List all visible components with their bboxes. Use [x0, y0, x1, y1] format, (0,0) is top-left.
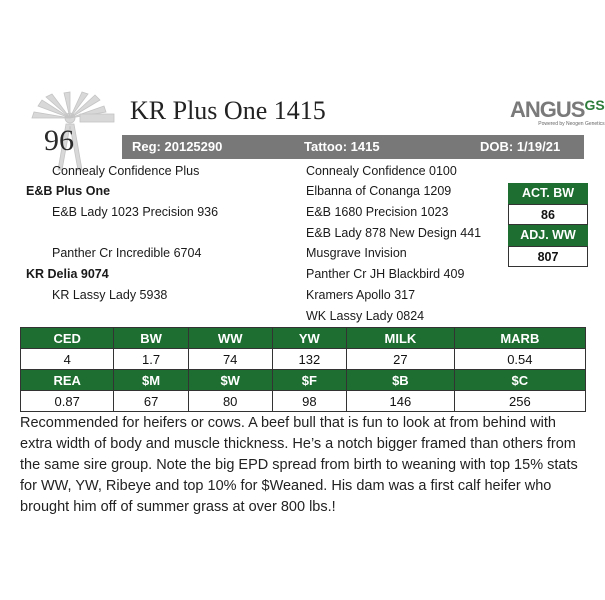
- epd-header: YW: [272, 328, 347, 349]
- epd-value: 98: [272, 391, 347, 412]
- date-of-birth: DOB: 1/19/21: [480, 139, 561, 154]
- description-text: Recommended for heifers or cows. A beef bull that is fun to look at from behind with extra width of body and muscle thickness. He’s a notch bigger framed than others from the same sire group. Note the big EPD spread from birth to weaning with top 15% stats for WW, YW, Ribeye and top 10% for $Weaned. His dam was a first calf heifer who brought him off of summer grass at over 800 lbs.!: [20, 415, 578, 515]
- index-header-row: [21, 370, 586, 391]
- pedigree-right-4: E&B Lady 878 New Design 441: [306, 226, 482, 240]
- epd-value: 74: [188, 349, 272, 370]
- adjusted-ww-value: 807: [508, 246, 588, 267]
- epd-value: 0.87: [21, 391, 114, 412]
- tattoo: Tattoo: 1415: [304, 139, 380, 154]
- epd-value: 27: [347, 349, 455, 370]
- epd-header: REA: [21, 370, 114, 391]
- epd-value: 0.54: [454, 349, 585, 370]
- actual-bw-label: ACT. BW: [508, 183, 588, 204]
- epd-header: BW: [114, 328, 188, 349]
- epd-value-row: [21, 349, 586, 370]
- pedigree-sire: E&B Plus One: [26, 184, 111, 198]
- epd-value: 67: [114, 391, 188, 412]
- adjusted-ww-label: ADJ. WW: [508, 225, 588, 246]
- pedigree-right-8: WK Lassy Lady 0824: [306, 309, 425, 323]
- epd-value: 146: [347, 391, 455, 412]
- epd-header: $C: [454, 370, 585, 391]
- epd-header: MILK: [347, 328, 455, 349]
- pedigree-dam-sire: Panther Cr Incredible 6704: [52, 246, 202, 260]
- pedigree-right-1: Connealy Confidence 0100: [306, 164, 457, 178]
- adjusted-ww-box: [508, 225, 588, 267]
- angus-gs-logo: [510, 97, 605, 127]
- epd-header: MARB: [454, 328, 585, 349]
- pedigree-right-7: Kramers Apollo 317: [306, 288, 416, 302]
- pedigree-sire-dam: E&B Lady 1023 Precision 936: [52, 205, 219, 219]
- pedigree-right-2: Elbanna of Conanga 1209: [306, 184, 452, 198]
- epd-header: $M: [114, 370, 188, 391]
- epd-header: CED: [21, 328, 114, 349]
- pedigree-right-6: Panther Cr JH Blackbird 409: [306, 267, 465, 281]
- brand-suffix: GS: [584, 97, 605, 113]
- epd-header: $W: [188, 370, 272, 391]
- epd-value: 80: [188, 391, 272, 412]
- epd-value: 132: [272, 349, 347, 370]
- brand-tagline: Powered by Neogen Genetics: [538, 121, 605, 127]
- info-bar: [122, 135, 584, 159]
- epd-header-row: [21, 328, 586, 349]
- actual-bw-value: 86: [508, 204, 588, 225]
- pedigree-dam-dam: KR Lassy Lady 5938: [52, 288, 168, 302]
- actual-bw-box: [508, 183, 588, 225]
- brand-name: ANGUS: [510, 97, 585, 122]
- pedigree-right-5: Musgrave Invision: [306, 246, 407, 260]
- epd-header: $F: [272, 370, 347, 391]
- epd-value: 256: [454, 391, 585, 412]
- index-value-row: [21, 391, 586, 412]
- pedigree-right-3: E&B 1680 Precision 1023: [306, 205, 449, 219]
- lot-number: 96: [44, 124, 74, 157]
- epd-header: WW: [188, 328, 272, 349]
- epd-value: 1.7: [114, 349, 188, 370]
- pedigree-sire-sire: Connealy Confidence Plus: [52, 164, 200, 178]
- registration-number: Reg: 20125290: [132, 139, 223, 154]
- animal-name: KR Plus One 1415: [130, 96, 326, 125]
- epd-table: [20, 327, 586, 412]
- pedigree-dam: KR Delia 9074: [26, 267, 109, 281]
- epd-header: $B: [347, 370, 455, 391]
- epd-value: 4: [21, 349, 114, 370]
